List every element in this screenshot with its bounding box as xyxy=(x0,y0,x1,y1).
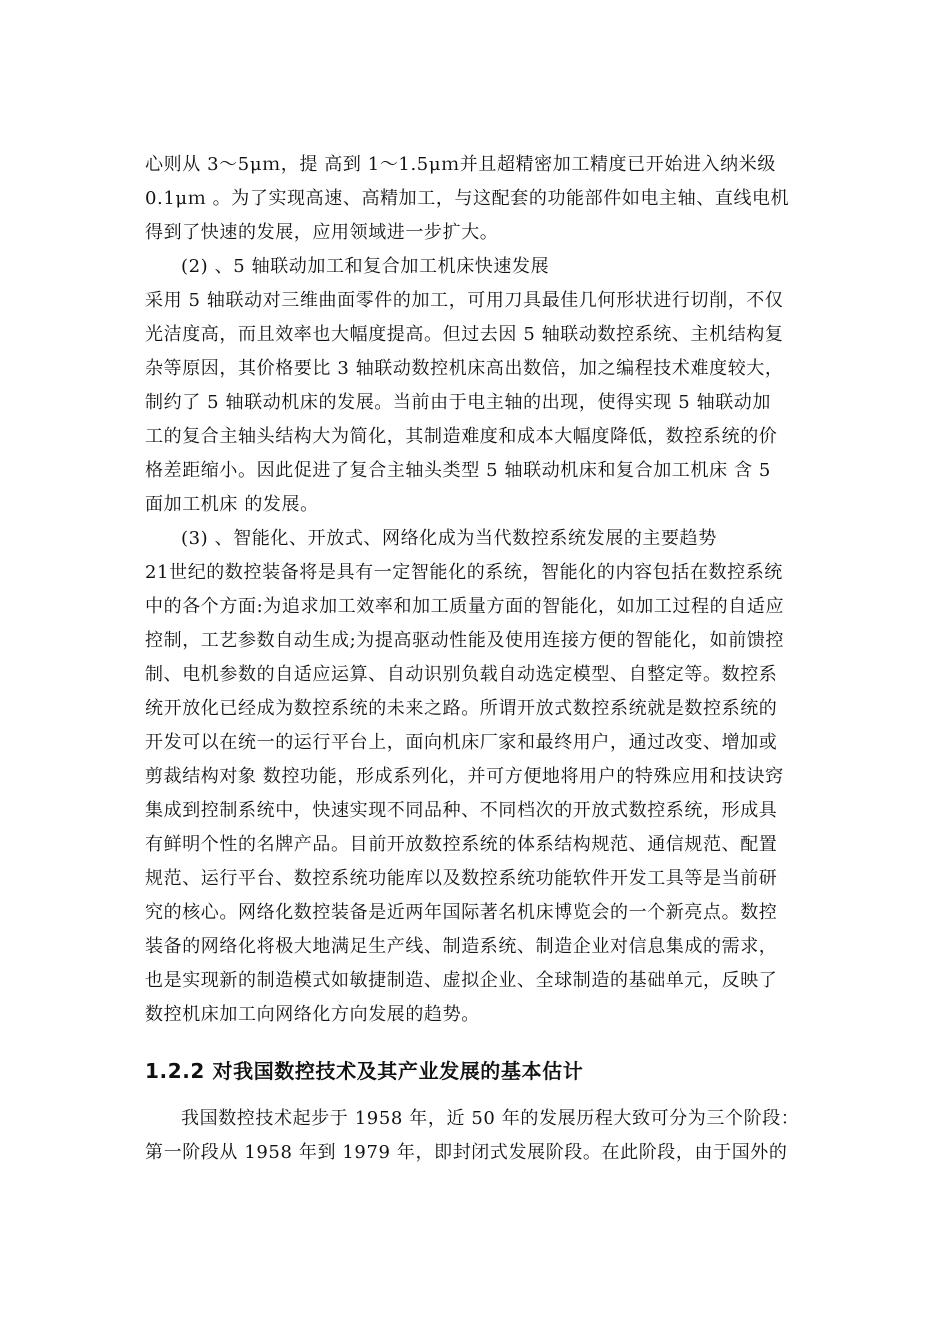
text-line: 开发可以在统一的运行平台上，面向机床厂家和最终用户，通过改变、增加或 xyxy=(145,732,778,753)
text-line: 心则从 3～5μｍ，提 高到 1～1.5μｍ并且超精密加工精度已开始进入纳米级 xyxy=(145,154,776,175)
page-content xyxy=(145,148,815,1170)
paragraph-five-axis xyxy=(145,284,815,522)
text-line: 也是实现新的制造模式如敏捷制造、虚拟企业、全球制造的基础单元，反映了 xyxy=(145,970,778,991)
text-line: 得到了快速的发展，应用领域进一步扩大。 xyxy=(145,222,499,243)
text-line: 有鲜明个性的名牌产品。目前开放数控系统的体系结构规范、通信规范、配置 xyxy=(145,834,778,855)
text-line: 制、电机参数的自适应运算、自动识别负载自动选定模型、自整定等。数控系 xyxy=(145,664,778,685)
paragraph-intelligent-open-networked xyxy=(145,556,815,1032)
text-line: 第一阶段从 1958 年到 1979 年，即封闭式发展阶段。在此阶段，由于国外的 xyxy=(145,1142,788,1163)
text-line: 剪裁结构对象 数控功能，形成系列化，并可方便地将用户的特殊应用和技诀窍 xyxy=(145,766,784,787)
text-line: 杂等原因，其价格要比 3 轴联动数控机床高出数倍，加之编程技术难度较大， xyxy=(145,358,784,379)
text-line: 格差距缩小。因此促进了复合主轴头类型 5 轴联动机床和复合加工机床 含 5 xyxy=(145,460,771,481)
text-line: 0.1μｍ 。为了实现高速、高精加工，与这配套的功能部件如电主轴、直线电机 xyxy=(145,188,790,209)
text-line: 控制，工艺参数自动生成;为提高驱动性能及使用连接方便的智能化，如前馈控 xyxy=(145,630,785,651)
item-3-title: (3) 、智能化、开放式、网络化成为当代数控系统发展的主要趋势 xyxy=(181,528,717,549)
text-line: 数控机床加工向网络化方向发展的趋势。 xyxy=(145,1004,480,1025)
text-line: 工的复合主轴头结构大为简化，其制造难度和成本大幅度降低，数控系统的价 xyxy=(145,426,778,447)
text-line: 光洁度高，而且效率也大幅度提高。但过去因 5 轴联动数控系统、主机结构复 xyxy=(145,324,784,345)
paragraph-china-nc-history xyxy=(145,1102,815,1170)
text-line: 制约了 5 轴联动机床的发展。当前由于电主轴的出现，使得实现 5 轴联动加 xyxy=(145,392,771,413)
text-line: 21世纪的数控装备将是具有一定智能化的系统，智能化的内容包括在数控系统 xyxy=(145,562,783,583)
section-heading: 1.2.2 对我国数控技术及其产业发展的基本估计 xyxy=(145,1059,584,1083)
text-line: 集成到控制系统中，快速实现不同品种、不同档次的开放式数控系统，形成具 xyxy=(145,800,778,821)
text-line: 装备的网络化将极大地满足生产线、制造系统、制造企业对信息集成的需求， xyxy=(145,936,778,957)
text-line: 究的核心。网络化数控装备是近两年国际著名机床博览会的一个新亮点。数控 xyxy=(145,902,778,923)
item-2-title: (2) 、5 轴联动加工和复合加工机床快速发展 xyxy=(181,256,550,277)
text-line: 规范、运行平台、数控系统功能库以及数控系统功能软件开发工具等是当前研 xyxy=(145,868,778,889)
text-line: 中的各个方面:为追求加工效率和加工质量方面的智能化，如加工过程的自适应 xyxy=(145,596,785,617)
text-line: 我国数控技术起步于 1958 年，近 50 年的发展历程大致可分为三个阶段： xyxy=(181,1108,800,1129)
text-line: 采用 5 轴联动对三维曲面零件的加工，可用刀具最佳几何形状进行切削，不仅 xyxy=(145,290,784,311)
text-line: 面加工机床 的发展。 xyxy=(145,494,319,515)
paragraph-continuation xyxy=(145,148,815,250)
text-line: 统开放化已经成为数控系统的未来之路。所谓开放式数控系统就是数控系统的 xyxy=(145,698,778,719)
